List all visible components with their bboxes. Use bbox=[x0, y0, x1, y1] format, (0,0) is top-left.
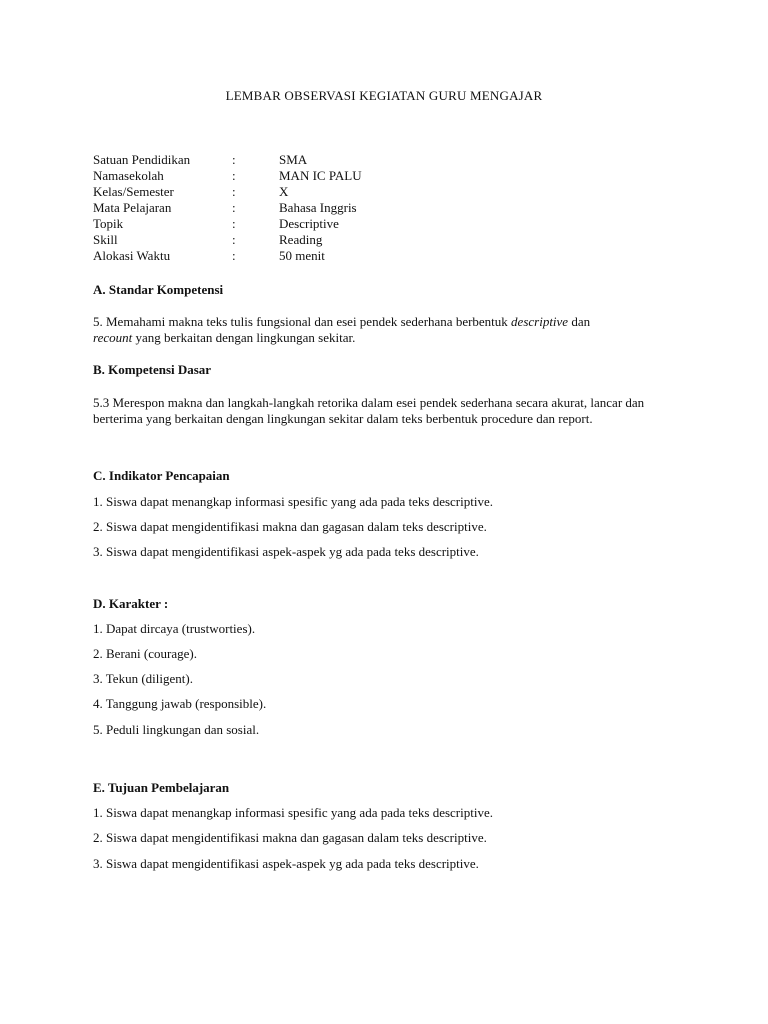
list-item: 1. Dapat dircaya (trustworties). bbox=[93, 621, 256, 636]
paragraph-text: dan bbox=[568, 314, 591, 329]
list-item: 3. Tekun (diligent). bbox=[93, 671, 193, 686]
list-item: 2. Berani (courage). bbox=[93, 646, 197, 661]
info-value: 50 menit bbox=[279, 248, 325, 263]
list-item: 2. Siswa dapat mengidentifikasi makna dan gagasan dalam teks descriptive. bbox=[93, 519, 487, 534]
info-colon: : bbox=[232, 216, 236, 231]
info-label: Satuan Pendidikan bbox=[93, 152, 191, 167]
section-heading-tujuan-pembelajaran: E. Tujuan Pembelajaran bbox=[93, 780, 230, 795]
list-item: 3. Siswa dapat mengidentifikasi aspek-aspek yg ada pada teks descriptive. bbox=[93, 856, 479, 871]
info-value: SMA bbox=[279, 152, 308, 167]
info-colon: : bbox=[232, 152, 236, 167]
info-label: Skill bbox=[93, 232, 118, 247]
info-value: Bahasa Inggris bbox=[279, 200, 357, 215]
info-label: Namasekolah bbox=[93, 168, 164, 183]
info-colon: : bbox=[232, 248, 236, 263]
list-item: 1. Siswa dapat menangkap informasi spesific yang ada pada teks descriptive. bbox=[93, 494, 493, 509]
section-paragraph-standar-kompetensi bbox=[93, 314, 668, 346]
section-heading-standar-kompetensi: A. Standar Kompetensi bbox=[93, 282, 224, 297]
info-colon: : bbox=[232, 168, 236, 183]
paragraph-italic-text: recount bbox=[93, 330, 133, 345]
info-value: Reading bbox=[279, 232, 323, 247]
document-title: LEMBAR OBSERVASI KEGIATAN GURU MENGAJAR bbox=[225, 88, 543, 103]
section-heading-indikator-pencapaian: C. Indikator Pencapaian bbox=[93, 468, 230, 483]
info-label: Alokasi Waktu bbox=[93, 248, 171, 263]
info-label: Mata Pelajaran bbox=[93, 200, 172, 215]
section-paragraph-kompetensi-dasar: 5.3 Merespon makna dan langkah-langkah retorika dalam esei pendek sederhana secara akurat, lancar dan berterima yang berkaitan dengan lingkungan sekitar dalam teks berbentuk procedure dan report. bbox=[93, 395, 645, 426]
list-item: 1. Siswa dapat menangkap informasi spesific yang ada pada teks descriptive. bbox=[93, 805, 493, 820]
list-item: 2. Siswa dapat mengidentifikasi makna dan gagasan dalam teks descriptive. bbox=[93, 830, 487, 845]
info-value: Descriptive bbox=[279, 216, 339, 231]
list-item: 5. Peduli lingkungan dan sosial. bbox=[93, 722, 260, 737]
info-colon: : bbox=[232, 184, 236, 199]
list-item: 4. Tanggung jawab (responsible). bbox=[93, 696, 267, 711]
info-label: Kelas/Semester bbox=[93, 184, 174, 199]
info-value: MAN IC PALU bbox=[279, 168, 362, 183]
section-heading-karakter: D. Karakter : bbox=[93, 596, 169, 611]
paragraph-text: yang berkaitan dengan lingkungan sekitar. bbox=[132, 330, 356, 345]
info-value: X bbox=[279, 184, 289, 199]
paragraph-text: 5. Memahami makna teks tulis fungsional dan esei pendek sederhana berbentuk bbox=[93, 314, 512, 329]
section-heading-kompetensi-dasar: B. Kompetensi Dasar bbox=[93, 362, 212, 377]
info-label: Topik bbox=[93, 216, 124, 231]
info-colon: : bbox=[232, 232, 236, 247]
paragraph-italic-text: descriptive bbox=[511, 314, 569, 329]
list-item: 3. Siswa dapat mengidentifikasi aspek-aspek yg ada pada teks descriptive. bbox=[93, 544, 479, 559]
info-colon: : bbox=[232, 200, 236, 215]
